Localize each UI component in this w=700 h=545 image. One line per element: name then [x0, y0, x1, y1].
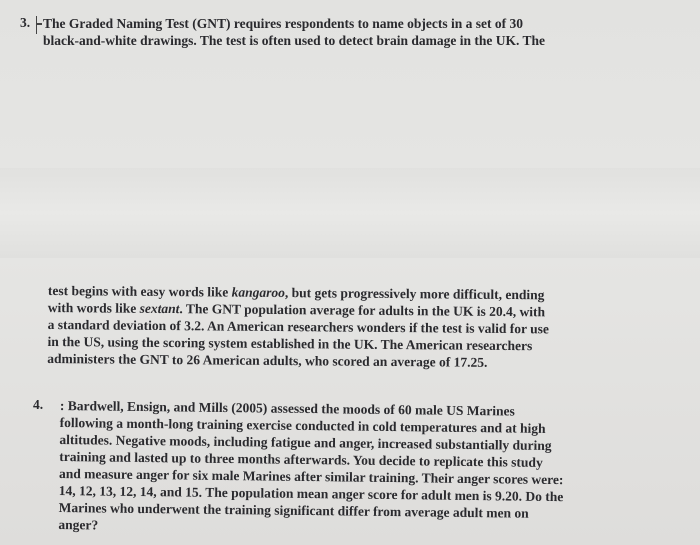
- question-4-text: [58, 397, 564, 539]
- question-4-number: 4.: [33, 397, 44, 412]
- q4-line-5: and measure anger for six male Marines after similar training. Their anger scores were:: [58, 465, 564, 488]
- q3-line-5: a standard deviation of 3.2. An American researchers wonders if the test is valid for use: [47, 316, 550, 337]
- q4-line-7: Marines who underwent the training significant differ from average adult men on: [58, 499, 529, 521]
- q4-line-3: altitudes. Negative moods, including fatigue and anger, increased substantially during: [59, 431, 552, 454]
- q3-line-1: The Graded Naming Test (GNT) requires respondents to name objects in a set of 30: [43, 16, 524, 31]
- q3-line-6: in the US, using the scoring system established in the UK. The American researchers: [47, 333, 533, 354]
- word-sextant: sextant: [139, 300, 180, 317]
- q3-line-4: with words like sextant. The GNT population average for adults in the UK is 20.4, with: [47, 299, 546, 320]
- q3-line-7: administers the GNT to 26 American adults, who scored an average of 17.25.: [47, 350, 488, 370]
- text-cursor-mark: [36, 16, 40, 34]
- word-kangaroo: kangaroo: [231, 284, 286, 301]
- question-3-intro: [43, 15, 545, 49]
- q3-line-2: black-and-white drawings. The test is often used to detect brain damage in the UK. The: [43, 33, 546, 48]
- q4-line-2: following a month-long training exercise conducted in cold temperatures and at high: [59, 414, 546, 436]
- q3-line-3: test begins with easy words like kangaroo, but gets progressively more difficult, ending: [47, 282, 545, 303]
- question-3-continuation: [47, 282, 549, 371]
- question-3-number: 3.: [20, 15, 31, 30]
- blank-gap: [0, 168, 700, 258]
- q4-line-6: 14, 12, 13, 12, 14, and 15. The population mean anger score for adult men is 9.20. Do the: [58, 482, 564, 505]
- q4-line-8: anger?: [58, 516, 99, 533]
- q4-line-1: : Bardwell, Ensign, and Mills (2005) assessed the moods of 60 male US Marines: [59, 397, 515, 419]
- q4-line-4: training and lasted up to three months afterwards. You decide to replicate this study: [59, 448, 543, 470]
